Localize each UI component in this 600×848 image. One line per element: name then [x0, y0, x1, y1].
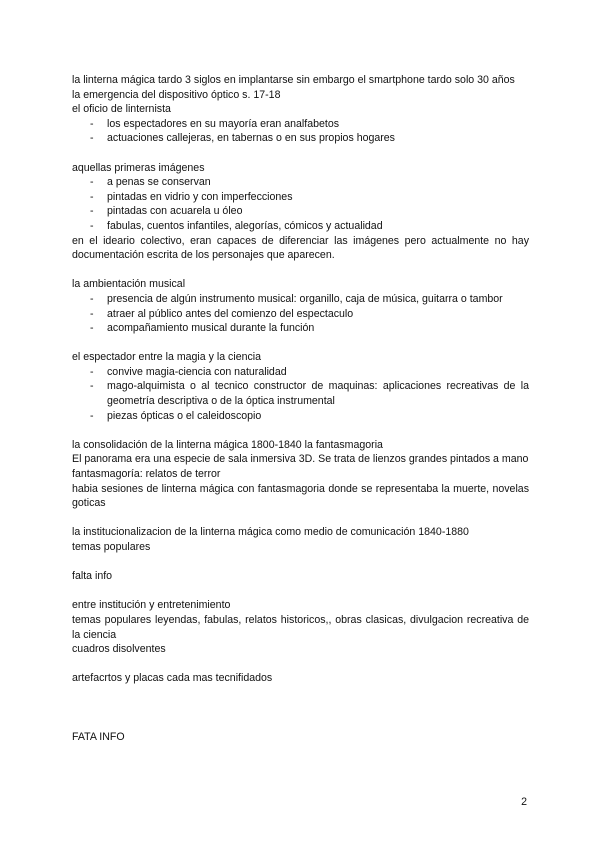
magia-heading: el espectador entre la magia y la ciencia	[72, 351, 262, 364]
list-item: - convive magia-ciencia con naturalidad	[72, 365, 529, 380]
falta-info-line: falta info	[72, 570, 113, 583]
list-item: - atraer al público antes del comienzo del espectaculo	[72, 307, 529, 322]
list-item: - mago-alquimista o al tecnico constructor de maquinas: aplicaciones recreativas de la geometría descriptiva o de la óptica instrumental	[72, 379, 529, 408]
list-item: - piezas ópticas o el caleidoscopio	[72, 409, 529, 424]
list-item: - presencia de algún instrumento musical: organillo, caja de música, guitarra o tambor	[72, 292, 529, 307]
fantasmagoria-line: fantasmagoría: relatos de terror	[72, 468, 221, 481]
institucionalizacion-heading: la institucionalizacion de la linterna mágica como medio de comunicación 1840-1880	[72, 526, 469, 539]
imagenes-note: en el ideario colectivo, eran capaces de diferenciar las imágenes pero actualmente no hay documentación escrita de los personajes que aparecen.	[72, 234, 529, 262]
list-item: - actuaciones callejeras, en tabernas o en sus propios hogares	[72, 131, 529, 146]
temas-populares-line: temas populares	[72, 541, 151, 553]
musical-heading: la ambientación musical	[72, 278, 186, 291]
list-item: - a penas se conservan	[72, 175, 529, 190]
entre-heading: entre institución y entretenimiento	[72, 599, 231, 612]
panorama-line: El panorama era una especie de sala inmersiva 3D. Se trata de lienzos grandes pintados a mano	[72, 453, 529, 466]
artefactos-line: artefacrtos y placas cada mas tecnifidados	[72, 672, 273, 685]
document-body	[72, 73, 529, 744]
emergence-line: la emergencia del dispositivo óptico s. 17-18	[72, 88, 281, 101]
intro-line: la linterna mágica tardo 3 siglos en implantarse sin embargo el smartphone tardo solo 30 años	[72, 74, 515, 86]
imagenes-list	[72, 175, 529, 233]
list-item: - pintadas con acuarela u óleo	[72, 204, 529, 219]
magia-list	[72, 365, 529, 423]
list-item: - los espectadores en su mayoría eran analfabetos	[72, 117, 529, 132]
list-item: - acompañamiento musical durante la función	[72, 321, 529, 336]
list-item: - fabulas, cuentos infantiles, alegorías, cómicos y actualidad	[72, 219, 529, 234]
fata-info-line: FATA INFO	[72, 730, 125, 743]
oficio-heading: el oficio de linternista	[72, 103, 171, 116]
musical-list	[72, 292, 529, 336]
imagenes-heading: aquellas primeras imágenes	[72, 161, 205, 174]
page-number: 2	[521, 796, 527, 808]
cuadros-line: cuadros disolventes	[72, 643, 166, 656]
entre-temas-line: temas populares leyendas, fabulas, relatos historicos,, obras clasicas, divulgacion recreativa de la ciencia	[72, 613, 529, 641]
sesiones-line: habia sesiones de linterna mágica con fantasmagoria donde se representaba la muerte, novelas goticas	[72, 482, 529, 510]
list-item: - pintadas en vidrio y con imperfecciones	[72, 190, 529, 205]
consolidacion-heading: la consolidación de la linterna mágica 1800-1840 la fantasmagoria	[72, 438, 383, 451]
oficio-list	[72, 117, 529, 146]
